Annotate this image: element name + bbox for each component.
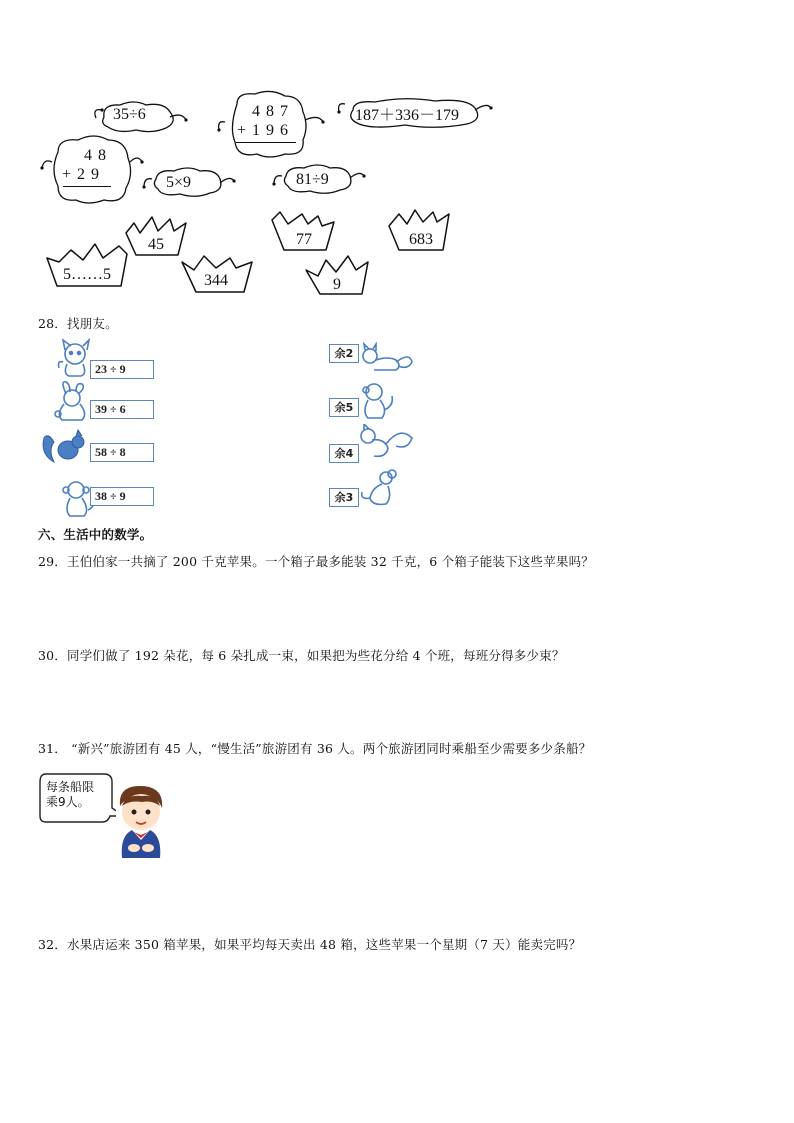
question-31: 31． “新兴”旅游团有 45 人，“慢生活”旅游团有 36 人。两个旅游团同时乘船至少需要多少条船？ [38,741,592,756]
remainder-card[interactable]: 余4 [329,444,359,463]
crown-label: 683 [409,231,433,248]
remainder-card[interactable]: 余2 [329,344,359,363]
bubble-text: 187＋336－179 [355,107,460,124]
squirrel-icon [40,428,92,466]
speech-text [46,780,94,810]
remainder-card[interactable]: 余3 [329,488,359,507]
sum-line [236,142,296,143]
question-32: 32．水果店运来 350 箱苹果，如果平均每天卖出 48 箱，这些苹果一个星期（7 天）能卖完吗？ [38,937,582,952]
division-card[interactable]: 39 ÷ 6 [90,400,154,419]
mouse-icon [356,468,402,510]
monkey-icon [358,380,398,422]
addend-bottom: + 2 9 [62,166,101,183]
division-card[interactable]: 58 ÷ 8 [90,443,154,462]
addend-top: 4 8 7 [252,103,289,120]
bubble-text: 5×9 [166,174,192,191]
crown-label: 45 [148,236,164,253]
squirrel-icon [356,424,414,466]
question-29: 29．王伯伯家一共摘了 200 千克苹果。一个箱子最多能装 32 千克，6 个箱子能装下这些苹果吗？ [38,554,594,569]
crown-label: 344 [204,272,228,289]
division-card[interactable]: 38 ÷ 9 [90,487,154,506]
speech-line-2: 乘9人。 [46,795,90,809]
addend-bottom: + 1 9 6 [237,122,290,139]
addend-top: 4 8 [84,147,107,164]
bubble-text: 81÷9 [296,171,329,188]
crown-label: 77 [296,231,312,248]
sum-line [63,186,111,187]
fox-icon [358,342,414,376]
crown-label: 9 [333,276,341,293]
section-6-title: 六、生活中的数学。 [38,527,153,542]
division-card[interactable]: 23 ÷ 9 [90,360,154,379]
question-28-title: 28．找朋友。 [38,316,118,331]
crown-label: 5……5 [63,266,111,283]
remainder-card[interactable]: 余5 [329,398,359,417]
bubble-text: 35÷6 [113,106,146,123]
cat-icon [55,338,95,378]
rabbit-icon [52,380,94,422]
boy-icon [112,782,170,862]
question-30: 30．同学们做了 192 朵花，每 6 朵扎成一束，如果把为些花分给 4 个班，每班分得多少束？ [38,648,565,663]
speech-line-1: 每条船限 [46,780,95,794]
